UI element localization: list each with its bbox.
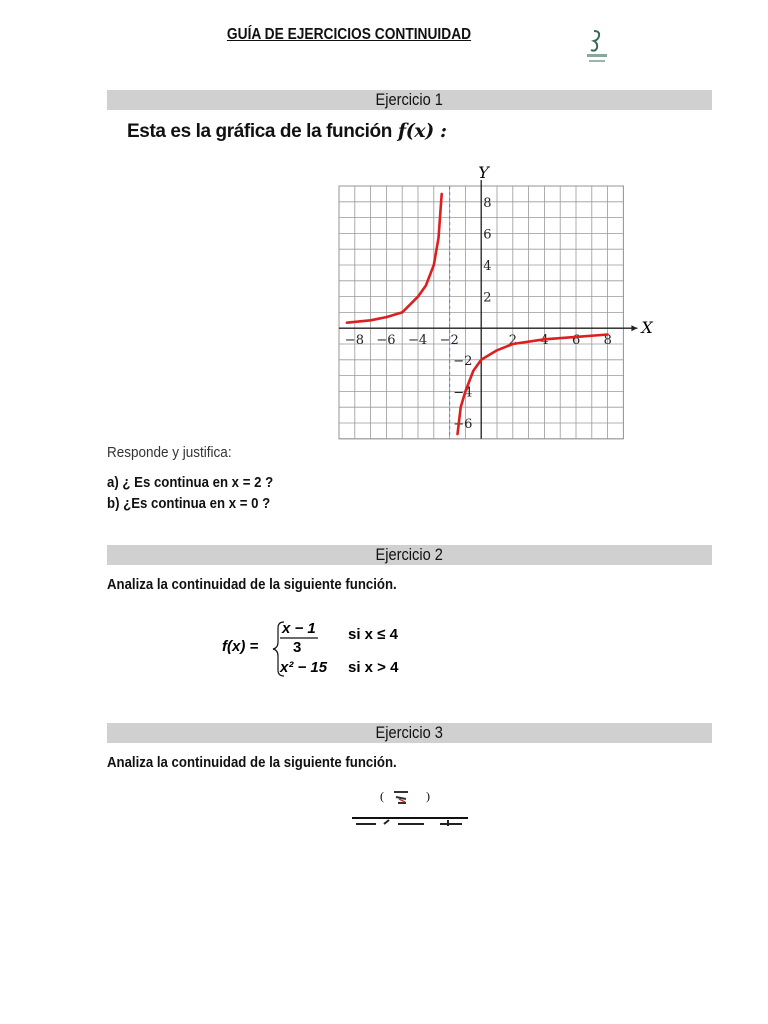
y-tick-label: −2 bbox=[453, 353, 473, 369]
x-tick-label: 4 bbox=[540, 333, 549, 349]
formula-cond2: si x > 4 bbox=[348, 659, 399, 676]
y-tick-label: 4 bbox=[483, 259, 492, 274]
intro-text: Esta es la gráfica de la función bbox=[127, 121, 392, 142]
x-axis-arrow bbox=[631, 325, 637, 331]
ejercicio-2-instruction: Analiza la continuidad de la siguiente función. bbox=[107, 576, 397, 593]
x-tick-label: −2 bbox=[439, 333, 459, 349]
x-tick-label: −4 bbox=[408, 333, 428, 349]
x-tick-label: 6 bbox=[572, 333, 581, 349]
svg-text:(: ( bbox=[380, 789, 384, 803]
responde-prompt: Responde y justifica: bbox=[107, 444, 232, 461]
function-graph bbox=[336, 162, 653, 442]
y-tick-label: 2 bbox=[483, 290, 492, 306]
ejercicio-3-instruction: Analiza la continuidad de la siguiente función. bbox=[107, 754, 397, 771]
svg-text:): ) bbox=[426, 789, 430, 803]
santo-tomas-logo-icon bbox=[580, 28, 614, 68]
question-b: b) ¿Es continua en x = 0 ? bbox=[107, 495, 271, 512]
question-a: a) ¿ Es continua en x = 2 ? bbox=[107, 474, 274, 491]
y-tick-label: −4 bbox=[453, 385, 473, 401]
ejercicio-3-heading: Ejercicio 3 bbox=[107, 723, 712, 743]
x-axis-label: X bbox=[641, 318, 653, 338]
formula-cond1: si x ≤ 4 bbox=[348, 626, 398, 643]
y-axis-label: Y bbox=[478, 163, 489, 182]
x-tick-label: 8 bbox=[603, 333, 612, 349]
formula-f: f(x) = bbox=[222, 638, 259, 655]
formula-expr2: x² − 15 bbox=[280, 659, 328, 676]
formula-denominator: 3 bbox=[293, 639, 302, 656]
document-title: GUÍA DE EJERCICIOS CONTINUIDAD bbox=[226, 26, 472, 43]
ejercicio-2-heading: Ejercicio 2 bbox=[107, 545, 712, 565]
piecewise-formula bbox=[220, 616, 440, 682]
ejercicio-1-heading: Ejercicio 1 bbox=[107, 90, 712, 110]
x-tick-label: −8 bbox=[344, 333, 364, 349]
y-tick-label: 8 bbox=[483, 195, 492, 211]
ejercicio-1-intro bbox=[127, 120, 447, 143]
x-tick-label: −6 bbox=[376, 333, 396, 349]
y-tick-label: −6 bbox=[453, 417, 473, 432]
x-tick-label: 2 bbox=[508, 333, 518, 349]
function-label: f(x) : bbox=[397, 120, 447, 142]
formula-numerator: x − 1 bbox=[282, 620, 316, 637]
garbled-formula-image bbox=[344, 784, 474, 834]
y-tick-label: 6 bbox=[483, 227, 492, 243]
